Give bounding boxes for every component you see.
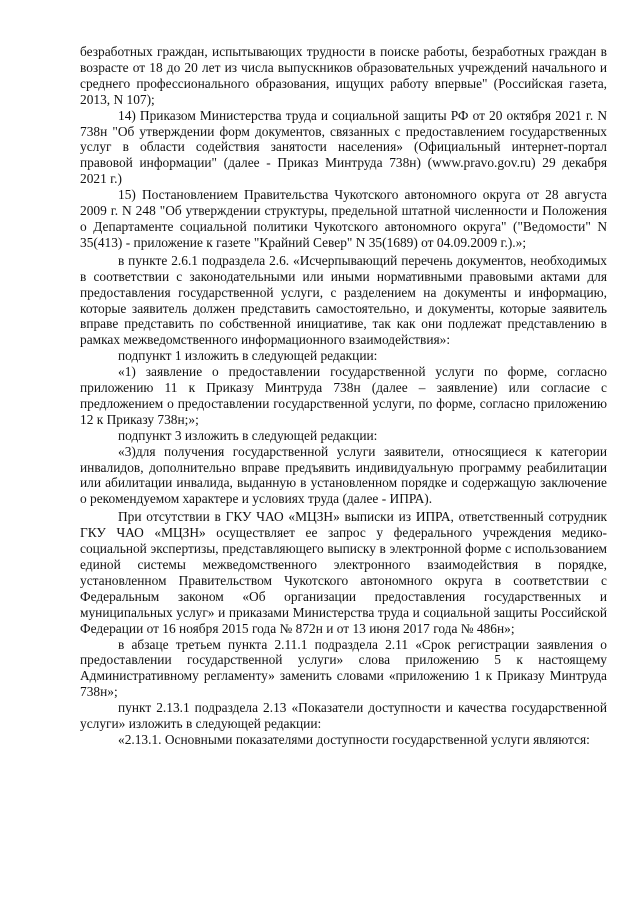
paragraph-clause-2-6-1: в пункте 2.6.1 подраздела 2.6. «Исчерпывающий перечень документов, необходимых в соответствии с законодательными или иными нормативными правовыми актами для предоставления государственной услуги, с разделением на документы и информацию, которые заявитель должен представить самостоятельно, и документы, которые заявитель вправе представить по собственной инициативе, так как они подлежат представлению в рамках межведомственного информационного взаимодействия»:	[80, 252, 607, 348]
paragraph-clause-2-13-1: пункт 2.13.1 подраздела 2.13 «Показатели доступности и качества государственной услуги» изложить в следующей редакции:	[80, 700, 607, 732]
paragraph-item-14: 14) Приказом Министерства труда и социальной защиты РФ от 20 октября 2021 г. N 738н "Об утверждении форм документов, связанных с предоставлением государственных услуг в области содействия занятости населения» (Официальный интернет-портал правовой информации" (далее - Приказ Минтруда 738н) (www.pravo.gov.ru) 29 декабря 2021 г.)	[80, 107, 607, 187]
paragraph-ipra-request: При отсутствии в ГКУ ЧАО «МЦЗН» выписки из ИПРА, ответственный сотрудник ГКУ ЧАО «МЦЗН» осуществляет ее запрос у федерального учреждения медико-социальной экспертизы, представляющего выписку в электронной форме с использованием единой системы межведомственного электронного взаимодействия в порядке, установленном Правительством Чукотского автономного округа в соответствии с Федеральным законом «Об организации предоставления государственных и муниципальных услуг» и приказами Министерства труда и социальной защиты Российской Федерации от 16 ноября 2015 года № 872н и от 13 июня 2017 года № 486н»;	[80, 509, 607, 636]
paragraph-unemployed-citizens: безработных граждан, испытывающих трудности в поиске работы, безработных граждан в возрасте от 18 до 20 лет из числа выпускников образовательных учреждений начального и среднего профессионального образования, ищущих работу впервые" (Российская газета, 2013, N 107);	[80, 44, 607, 107]
paragraph-subclause-3-text: «3)для получения государственной услуги заявители, относящиеся к категории инвалидов, дополнительно вправе предъявить индивидуальную программу реабилитации или абилитации инвалида, выданную в установленном порядке и содержащую заключение о рекомендуемом характере и условиях труда (далее - ИПРА).	[80, 443, 607, 507]
paragraph-subclause-1-heading: подпункт 1 изложить в следующей редакции:	[118, 348, 378, 364]
paragraph-clause-2-11-1: в абзаце третьем пункта 2.11.1 подраздела 2.11 «Срок регистрации заявления о предоставлении государственной услуги» слова приложению 5 к настоящему Административному регламенту» заменить словами «приложению 1 к Приказу Минтруда 738н»;	[80, 636, 607, 700]
paragraph-accessibility-indicators: «2.13.1. Основными показателями доступности государственной услуги являются:	[118, 731, 590, 747]
paragraph-subclause-3-heading: подпункт 3 изложить в следующей редакции:	[118, 427, 378, 443]
paragraph-item-15: 15) Постановлением Правительства Чукотского автономного округа от 28 августа 2009 г. N 248 "Об утверждении структуры, предельной штатной численности и Положения о Департаменте социальной политики Чукотского автономного округа" ("Ведомости" N 35(413) - приложение к газете "Крайний Север" N 35(1689) от 04.09.2009 г.).»;	[80, 187, 607, 250]
paragraph-subclause-1-text: «1) заявление о предоставлении государственной услуги по форме, согласно приложению 11 к Приказу Минтруда 738н (далее – заявление) или согласие с предложением о предоставлении государственной услуги, по форме, согласно приложению 12 к Приказу 738н;»;	[80, 364, 607, 427]
